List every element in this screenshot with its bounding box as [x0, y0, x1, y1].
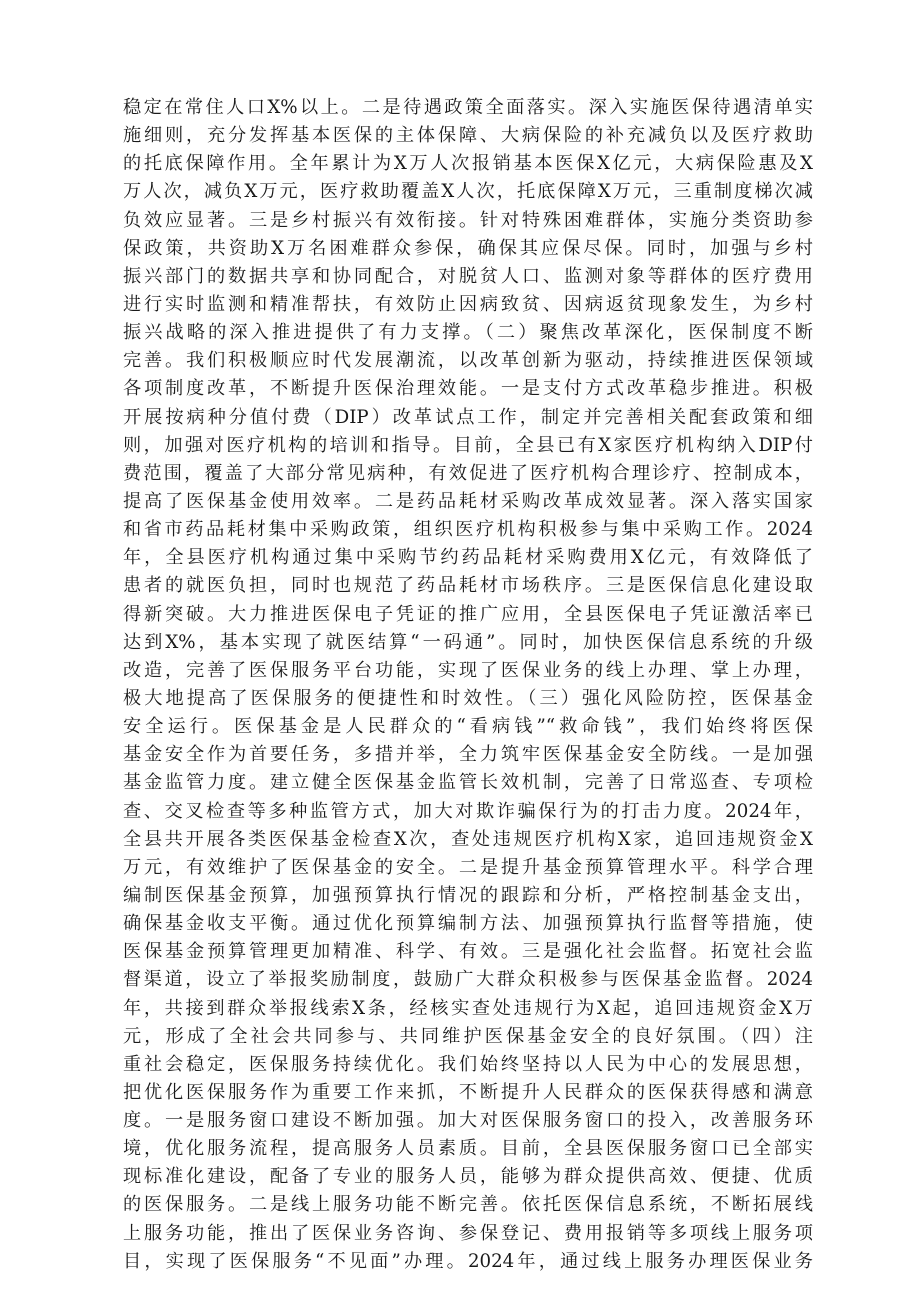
text-line: 完善。我们积极顺应时代发展潮流，以改革创新为驱动，持续推进医保领域: [123, 350, 813, 372]
text-line: 振兴部门的数据共享和协同配合，对脱贫人口、监测对象等群体的医疗费用: [123, 265, 813, 287]
text-line: 患者的就医负担，同时也规范了药品耗材市场秩序。三是医保信息化建设取: [123, 575, 813, 597]
text-line: 年，全县医疗机构通过集中采购节约药品耗材采购费用X亿元，有效降低了: [123, 547, 813, 569]
text-line: 度。一是服务窗口建设不断加强。加大对医保服务窗口的投入，改善服务环: [123, 1110, 813, 1132]
text-line: 保政策，共资助X万名困难群众参保，确保其应保尽保。同时，加强与乡村: [123, 237, 813, 259]
text-line: 查、交叉检查等多种监管方式，加大对欺诈骗保行为的打击力度。2024年，: [123, 800, 813, 822]
text-line: 编制医保基金预算，加强预算执行情况的跟踪和分析，严格控制基金支出，: [123, 884, 813, 906]
text-line: 极大地提高了医保服务的便捷性和时效性。（三）强化风险防控，医保基金: [123, 687, 813, 709]
text-line: 和省市药品耗材集中采购政策，组织医疗机构积极参与集中采购工作。2024: [123, 519, 813, 541]
text-line: 振兴战略的深入推进提供了有力支撑。（二）聚焦改革深化，医保制度不断: [123, 322, 813, 344]
text-line: 费范围，覆盖了大部分常见病种，有效促进了医疗机构合理诊疗、控制成本，: [123, 462, 813, 484]
text-line: 督渠道，设立了举报奖励制度，鼓励广大群众积极参与医保基金监督。2024: [123, 969, 813, 991]
text-line: 把优化医保服务作为重要工作来抓，不断提升人民群众的医保获得感和满意: [123, 1081, 813, 1103]
text-line: 开展按病种分值付费（DIP）改革试点工作，制定并完善相关配套政策和细: [123, 406, 813, 428]
text-line: 稳定在常住人口X%以上。二是待遇政策全面落实。深入实施医保待遇清单实: [123, 97, 813, 118]
text-line: 年，共接到群众举报线索X条，经核实查处违规行为X起，追回违规资金X万: [123, 997, 813, 1019]
text-line: 确保基金收支平衡。通过优化预算编制方法、加强预算执行监督等措施，使: [123, 913, 813, 935]
body-text: [123, 94, 813, 1276]
text-line: 得新突破。大力推进医保电子凭证的推广应用，全县医保电子凭证激活率已: [123, 603, 813, 625]
text-line: 改造，完善了医保服务平台功能，实现了医保业务的线上办理、掌上办理，: [123, 659, 813, 681]
text-line: 万元，有效维护了医保基金的安全。二是提升基金预算管理水平。科学合理: [123, 856, 813, 878]
text-line: 境，优化服务流程，提高服务人员素质。目前，全县医保服务窗口已全部实: [123, 1138, 813, 1160]
text-line: 各项制度改革，不断提升医保治理效能。一是支付方式改革稳步推进。积极: [123, 378, 813, 400]
text-line: 基金监管力度。建立健全医保基金监管长效机制，完善了日常巡查、专项检: [123, 772, 813, 794]
text-line: 提高了医保基金使用效率。二是药品耗材采购改革成效显著。深入落实国家: [123, 490, 813, 512]
text-line: 基金安全作为首要任务，多措并举，全力筑牢医保基金安全防线。一是加强: [123, 744, 813, 766]
text-line: 的托底保障作用。全年累计为X万人次报销基本医保X亿元，大病保险惠及X: [123, 153, 813, 175]
text-line: 负效应显著。三是乡村振兴有效衔接。针对特殊困难群体，实施分类资助参: [123, 209, 813, 231]
text-line: 安全运行。医保基金是人民群众的“看病钱”“救命钱”，我们始终将医保: [123, 716, 813, 738]
text-line: 全县共开展各类医保基金检查X次，查处违规医疗机构X家，追回违规资金X: [123, 828, 813, 850]
text-line: 施细则，充分发挥基本医保的主体保障、大病保险的补充减负以及医疗救助: [123, 125, 813, 147]
text-line: 重社会稳定，医保服务持续优化。我们始终坚持以人民为中心的发展思想，: [123, 1053, 813, 1075]
text-line: 医保基金预算管理更加精准、科学、有效。三是强化社会监督。拓宽社会监: [123, 941, 813, 963]
text-line: 万人次，减负X万元，医疗救助覆盖X人次，托底保障X万元，三重制度梯次减: [123, 181, 813, 203]
text-line: 上服务功能，推出了医保业务咨询、参保登记、费用报销等多项线上服务项: [123, 1222, 813, 1244]
text-line: 达到X%，基本实现了就医结算“一码通”。同时，加快医保信息系统的升级: [123, 631, 813, 653]
text-line: 现标准化建设，配备了专业的服务人员，能够为群众提供高效、便捷、优质: [123, 1166, 813, 1188]
text-line: 进行实时监测和精准帮扶，有效防止因病致贫、因病返贫现象发生，为乡村: [123, 293, 813, 315]
text-line: 元，形成了全社会共同参与、共同维护医保基金安全的良好氛围。（四）注: [123, 1025, 813, 1047]
text-line: 目，实现了医保服务“不见面”办理。2024年，通过线上服务办理医保业务: [123, 1250, 813, 1272]
text-line: 的医保服务。二是线上服务功能不断完善。依托医保信息系统，不断拓展线: [123, 1194, 813, 1216]
text-line: 则，加强对医疗机构的培训和指导。目前，全县已有X家医疗机构纳入DIP付: [123, 434, 813, 456]
